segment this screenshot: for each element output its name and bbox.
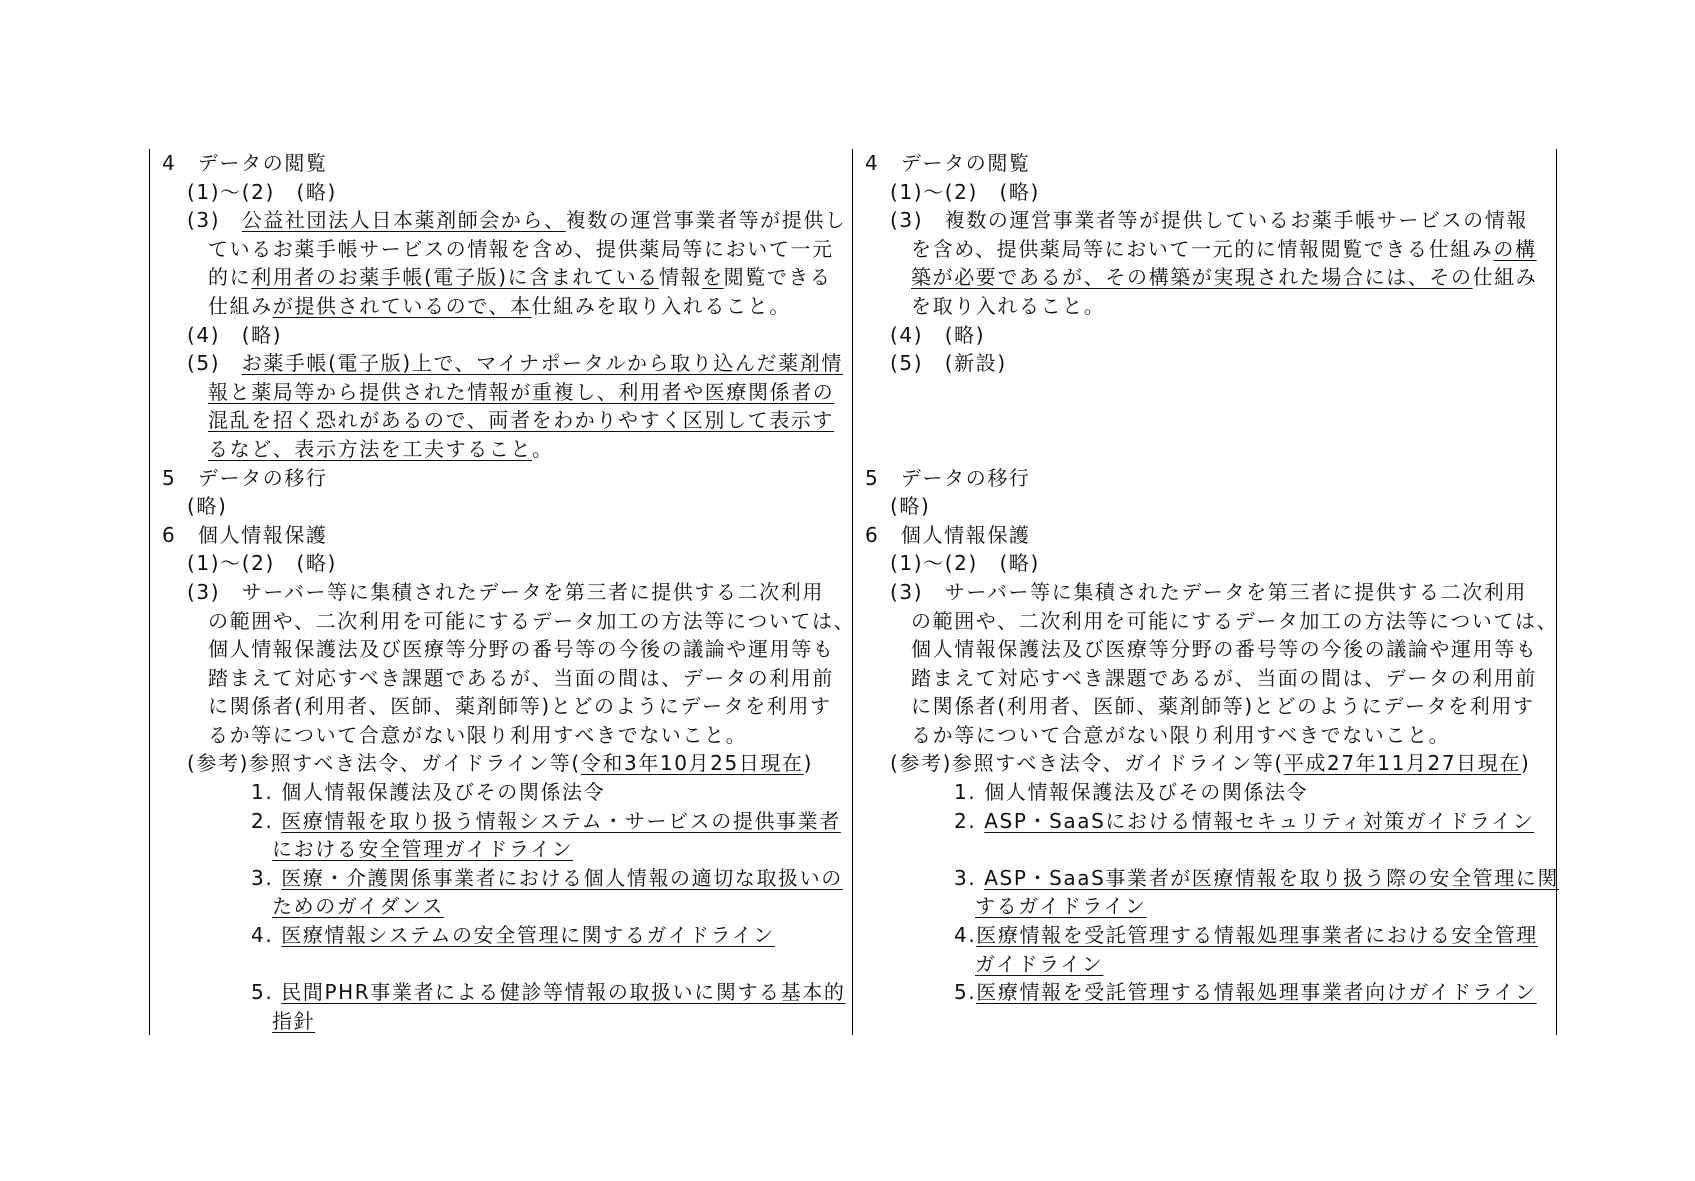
text-line — [853, 149, 1556, 178]
text-segment: (略) — [890, 494, 931, 519]
text-segment: 仕組み — [208, 293, 273, 318]
text-segment: に関係者(利用者、医師、薬剤師等)とどのようにデータを利用す — [911, 694, 1535, 719]
text-line — [150, 492, 852, 521]
text-line — [150, 921, 852, 950]
text-segment: ) — [1520, 751, 1531, 776]
text-line — [853, 521, 1556, 550]
text-line — [853, 178, 1556, 207]
text-line — [150, 292, 852, 321]
underlined-text: 医療情報システムの安全管理に関するガイドライン — [281, 923, 775, 948]
text-segment: 4. — [954, 923, 977, 948]
text-line — [150, 521, 852, 550]
text-segment: 閲覧できる — [723, 265, 832, 290]
underlined-text: ためのガイダンス — [272, 894, 444, 919]
text-segment: ているお薬手帳サービスの情報を含め、提供薬局等において一元 — [208, 236, 834, 261]
text-segment: 1. 個人情報保護法及びその関係法令 — [251, 780, 606, 805]
underlined-text: 令和3年10月25日現在 — [580, 751, 804, 776]
text-segment: 仕組みを取り入れること。 — [531, 293, 791, 318]
text-line — [150, 464, 852, 493]
text-segment: (参考)参照すべき法令、ガイドライン等( — [187, 751, 581, 776]
text-line — [853, 263, 1556, 292]
text-line — [853, 864, 1559, 893]
text-segment: 1. 個人情報保護法及びその関係法令 — [954, 780, 1309, 805]
text-line — [853, 778, 1556, 807]
text-line — [150, 892, 852, 921]
underlined-text: ASP・SaaSにおける情報セキュリティ対策ガイドライン — [984, 808, 1535, 833]
blank-line — [853, 835, 1556, 864]
text-segment: 6 個人情報保護 — [162, 522, 328, 547]
underlined-text: 公益社団法人日本薬剤師会から、 — [241, 208, 566, 233]
text-segment: 5. — [954, 980, 977, 1005]
text-line — [150, 635, 852, 664]
text-line — [853, 206, 1556, 235]
text-line — [853, 950, 1556, 979]
text-line — [150, 664, 852, 693]
text-line — [150, 721, 852, 750]
text-segment: (4) (略) — [187, 322, 283, 347]
text-line — [853, 664, 1556, 693]
text-segment: 5 データの移行 — [865, 465, 1031, 490]
text-segment: 5. — [251, 980, 282, 1005]
text-segment: (1)～(2) (略) — [890, 551, 1040, 576]
text-line — [150, 1007, 852, 1036]
text-line — [853, 607, 1559, 636]
text-segment: (略) — [187, 494, 228, 519]
underlined-text: 医療情報を取り扱う情報システム・サービスの提供事業者 — [281, 808, 841, 833]
text-line — [853, 692, 1556, 721]
underlined-text: 混乱を招く恐れがあるので、両者をわかりやすく区別して表示す — [208, 408, 834, 433]
blank-line — [853, 435, 1556, 464]
text-line — [853, 721, 1556, 750]
text-segment: 2. — [954, 808, 985, 833]
blank-line — [853, 406, 1556, 435]
underlined-text: の構 — [1493, 236, 1537, 261]
underlined-text: 利用者のお薬手帳(電子版)に含まれている — [251, 265, 659, 290]
text-line — [150, 435, 852, 464]
text-segment: (3) — [187, 208, 242, 233]
text-line — [150, 549, 852, 578]
text-line — [853, 321, 1556, 350]
underlined-text: における安全管理ガイドライン — [272, 837, 574, 862]
text-line — [150, 235, 852, 264]
text-line — [853, 464, 1556, 493]
blank-line — [150, 950, 852, 979]
text-segment: (5) (新設) — [890, 351, 1007, 376]
text-line — [853, 749, 1556, 778]
blank-line — [853, 378, 1556, 407]
text-segment: (3) 複数の運営事業者等が提供しているお薬手帳サービスの情報 — [890, 208, 1528, 233]
text-segment: に関係者(利用者、医師、薬剤師等)とどのようにデータを利用す — [208, 694, 832, 719]
text-segment: (1)～(2) (略) — [187, 551, 337, 576]
text-segment: を取り入れること。 — [911, 293, 1106, 318]
text-segment: の範囲や、二次利用を可能にするデータ加工の方法等については、 — [208, 608, 856, 633]
text-segment: 4 データの閲覧 — [865, 151, 1031, 175]
text-line — [150, 749, 852, 778]
text-segment: 5 データの移行 — [162, 465, 328, 490]
text-line — [150, 778, 852, 807]
underlined-text: ASP・SaaS事業者が医療情報を取り扱う際の安全管理に関 — [984, 865, 1559, 890]
text-line — [853, 892, 1556, 921]
underlined-text: 民間PHR事業者による健診等情報の取扱いに関する基本的 — [281, 980, 846, 1005]
text-line — [150, 978, 852, 1007]
text-line — [853, 921, 1556, 950]
text-line — [853, 349, 1556, 378]
text-line — [150, 321, 852, 350]
text-line — [853, 549, 1556, 578]
text-segment: 踏まえて対応すべき課題であるが、当面の間は、データの利用前 — [208, 665, 834, 690]
text-line — [853, 492, 1556, 521]
text-segment: (参考)参照すべき法令、ガイドライン等( — [890, 751, 1284, 776]
text-segment: (1)～(2) (略) — [890, 179, 1040, 204]
underlined-text: 医療情報を受託管理する情報処理事業者における安全管理 — [976, 923, 1538, 948]
underlined-text: 報と薬局等から提供された情報が重複し、利用者や医療関係者の — [208, 379, 835, 404]
text-line — [853, 635, 1556, 664]
text-line — [853, 292, 1556, 321]
underlined-text: 医療情報を受託管理する情報処理事業者向けガイドライン — [976, 980, 1537, 1005]
text-line — [150, 378, 852, 407]
text-segment: 4 データの閲覧 — [162, 151, 328, 175]
text-segment: の範囲や、二次利用を可能にするデータ加工の方法等については、 — [911, 608, 1559, 633]
underlined-text: 平成27年11月27日現在 — [1283, 751, 1521, 776]
underlined-text: 築が必要であるが、その構築が実現された場合には、その — [911, 265, 1473, 290]
text-line — [150, 263, 852, 292]
text-line — [150, 692, 852, 721]
text-line — [150, 178, 852, 207]
text-line — [150, 578, 852, 607]
text-segment: (5) — [187, 351, 242, 376]
text-segment: 個人情報保護法及び医療等分野の番号等の今後の議論や運用等も — [208, 637, 835, 662]
text-segment: 複数の運営事業者等が提供し — [565, 208, 847, 233]
text-segment: 的に — [208, 265, 252, 290]
text-segment: 仕組み — [1472, 265, 1538, 290]
text-line — [150, 864, 852, 893]
text-segment: 2. — [251, 808, 282, 833]
text-line — [853, 235, 1556, 264]
text-segment: を含め、提供薬局等において一元的に情報閲覧できる仕組み — [911, 236, 1494, 261]
text-segment: 。 — [532, 436, 554, 461]
text-line — [150, 206, 852, 235]
underlined-text: 指針 — [272, 1008, 316, 1033]
text-segment: 3. — [954, 865, 985, 890]
text-line — [150, 406, 852, 435]
text-segment: (1)～(2) (略) — [187, 179, 337, 204]
text-line — [853, 807, 1556, 836]
text-segment: (3) サーバー等に集積されたデータを第三者に提供する二次利用 — [187, 579, 824, 604]
text-line — [150, 807, 852, 836]
underlined-text: ガイドライン — [975, 951, 1104, 976]
underlined-text: を — [702, 265, 724, 290]
underlined-text: が提供されているので、本 — [272, 293, 532, 318]
text-segment: ) — [803, 751, 814, 776]
text-line — [150, 835, 852, 864]
text-segment: るか等について合意がない限り利用すべきでないこと。 — [208, 722, 748, 747]
previous-version-column — [853, 149, 1557, 1035]
text-segment: 情報 — [658, 265, 703, 290]
underlined-text: するガイドライン — [975, 894, 1147, 919]
text-segment: 踏まえて対応すべき課題であるが、当面の間は、データの利用前 — [911, 665, 1537, 690]
text-segment: 3. — [251, 865, 282, 890]
text-segment: (4) (略) — [890, 322, 986, 347]
text-line — [853, 578, 1556, 607]
underlined-text: お薬手帳(電子版)上で、マイナポータルから取り込んだ薬剤情 — [241, 351, 843, 376]
text-segment: 4. — [251, 923, 282, 948]
text-segment: 6 個人情報保護 — [865, 522, 1031, 547]
text-line — [150, 607, 856, 636]
text-line — [150, 349, 852, 378]
text-line — [853, 978, 1556, 1007]
text-segment: るか等について合意がない限り利用すべきでないこと。 — [911, 722, 1451, 747]
current-version-column — [149, 149, 856, 1035]
underlined-text: 医療・介護関係事業者における個人情報の適切な取扱いの — [281, 865, 843, 890]
text-segment: 個人情報保護法及び医療等分野の番号等の今後の議論や運用等も — [911, 637, 1538, 662]
text-segment: (3) サーバー等に集積されたデータを第三者に提供する二次利用 — [890, 579, 1527, 604]
underlined-text: るなど、表示方法を工夫すること — [208, 436, 532, 461]
text-line — [150, 149, 852, 178]
